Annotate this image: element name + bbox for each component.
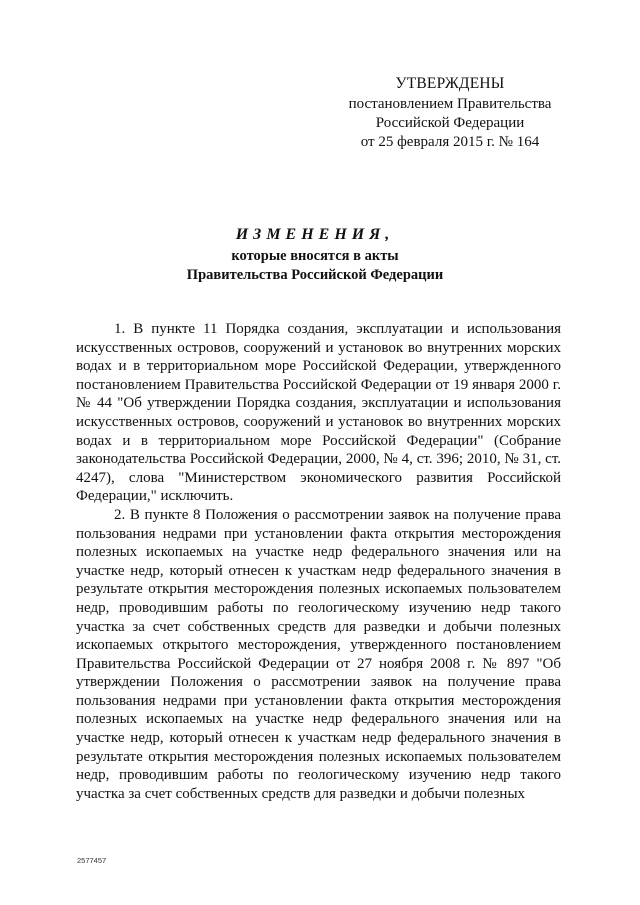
document-code: 2577457	[77, 856, 107, 865]
document-body	[76, 320, 561, 803]
approval-block	[330, 74, 570, 152]
approval-line-2: Российской Федерации	[375, 115, 525, 131]
document-title: ИЗМЕНЕНИЯ,	[235, 226, 395, 243]
document-subtitle-line-2: Правительства Российской Федерации	[186, 267, 444, 283]
approval-line-1: постановлением Правительства	[348, 96, 552, 112]
paragraph-2: 2. В пункте 8 Положения о рассмотрении заявок на получение права пользования недрами при установлении факта открытия месторождения полезных ископаемых на участке недр федерального значения или на участке недр, который отнесен к участкам недр федерального значения в результате открытия месторождения полезных ископаемых пользователем недр, проводившим работы по геологическому изучению недр такого участка за счет собственных средств для разведки и добычи полезных ископаемых открытого месторождения, утвержденного постановлением Правительства Российской Федерации от 27 ноября 2008 г. № 897 "Об утверждении Положения о рассмотрении заявок на получение права пользования недрами при установлении факта открытия месторождения полезных ископаемых на участке недр федерального значения или на участке недр, который отнесен к участкам недр федерального значения в результате открытия месторождения полезных ископаемых пользователем недр, проводившим работы по геологическому изучению недр такого участка за счет собственных средств для разведки и добычи полезных	[76, 506, 561, 802]
document-subtitle-line-1: которые вносятся в акты	[231, 248, 399, 264]
approval-heading: УТВЕРЖДЕНЫ	[395, 75, 505, 92]
paragraph-1: 1. В пункте 11 Порядка создания, эксплуатации и использования искусственных островов, сооружений и установок во внутренних морских водах и в территориальном море Российской Федерации, утвержденного постановлением Правительства Российской Федерации от 19 января 2000 г. № 44 "Об утверждении Порядка создания, эксплуатации и использования искусственных островов, сооружений и установок во внутренних морских водах и в территориальном море Российской Федерации" (Собрание законодательства Российской Федерации, 2000, № 4, ст. 396; 2010, № 31, ст. 4247), слова "Министерством экономического развития Российской Федерации," исключить.	[76, 321, 561, 505]
document-title-block	[60, 224, 570, 285]
approval-line-3: от 25 февраля 2015 г. № 164	[360, 134, 540, 150]
